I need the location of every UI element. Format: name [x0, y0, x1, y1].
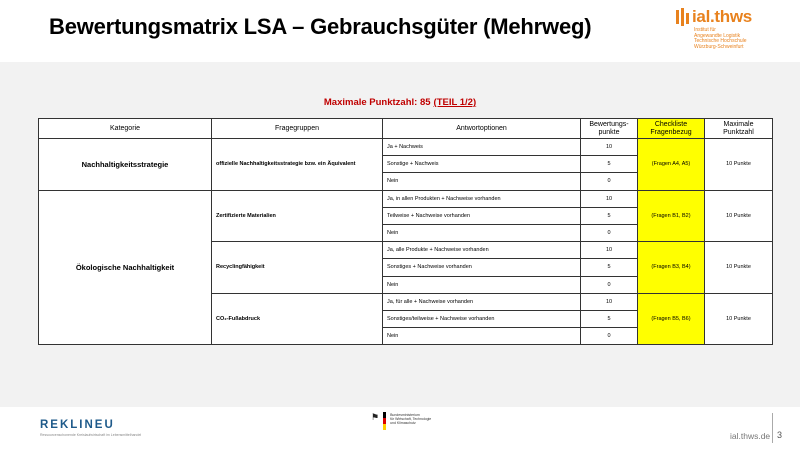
- option-cell: Ja, alle Produkte + Nachweise vorhanden: [383, 242, 581, 259]
- evaluation-matrix: [38, 118, 773, 345]
- reklineu-subtitle: Ressourcenschonende Kreislaufwirtschaft im Lebensmittelhandel: [40, 433, 142, 437]
- reklineu-wordmark: REKLINEU: [40, 419, 115, 431]
- points-cell: 5: [581, 156, 638, 173]
- federal-eagle-icon: ⚑: [371, 412, 380, 422]
- group-cell: offizielle Nachhaltigkeitsstrategie bzw. ein Äquivalent: [212, 139, 383, 191]
- table-row: [39, 190, 773, 207]
- header-antwortoptionen: Antwortoptionen: [383, 119, 581, 139]
- ial-thws-logo: [676, 7, 776, 63]
- max-points-cell: 10 Punkte: [705, 190, 773, 242]
- reklineu-logo: [40, 419, 141, 437]
- category-cell: Nachhaltigkeitsstrategie: [39, 139, 212, 191]
- header-bewertungspunkte: Bewertungs- punkte: [581, 119, 638, 139]
- ial-logo-mark-icon: [676, 8, 689, 26]
- points-cell: 0: [581, 276, 638, 293]
- group-cell: CO₂-Fußabdruck: [212, 293, 383, 345]
- points-cell: 5: [581, 207, 638, 224]
- option-cell: Ja, in allen Produkten + Nachweise vorhanden: [383, 190, 581, 207]
- max-points-label: Maximale Punktzahl: 85: [323, 97, 431, 108]
- max-points-line: [0, 97, 800, 108]
- points-cell: 10: [581, 190, 638, 207]
- option-cell: Nein: [383, 328, 581, 345]
- group-cell: Recyclingfähigkeit: [212, 242, 383, 294]
- header-kategorie: Kategorie: [39, 119, 212, 139]
- german-flag-icon: [383, 412, 386, 430]
- points-cell: 10: [581, 242, 638, 259]
- page-number: 3: [777, 430, 783, 440]
- option-cell: Ja, für alle + Nachweise vorhanden: [383, 293, 581, 310]
- option-cell: Sonstiges + Nachweise vorhanden: [383, 259, 581, 276]
- table-header-row: [39, 119, 773, 139]
- table-row: [39, 139, 773, 156]
- points-cell: 10: [581, 139, 638, 156]
- max-points-cell: 10 Punkte: [705, 242, 773, 294]
- ministry-name: Bundesministerium für Wirtschaft, Technologie und Klimaschutz: [390, 413, 432, 426]
- max-points-cell: 10 Punkte: [705, 139, 773, 191]
- category-cell: Ökologische Nachhaltigkeit: [39, 190, 212, 345]
- footer-url[interactable]: ial.thws.de: [730, 431, 771, 441]
- max-points-cell: 10 Punkte: [705, 293, 773, 345]
- option-cell: Nein: [383, 224, 581, 241]
- option-cell: Ja + Nachweis: [383, 139, 581, 156]
- points-cell: 0: [581, 173, 638, 190]
- points-cell: 0: [581, 328, 638, 345]
- footer-divider: [772, 413, 773, 443]
- logo-name: ial.thws: [692, 7, 752, 26]
- header-checkliste: Checkliste Fragenbezug: [638, 119, 705, 139]
- option-cell: Teilweise + Nachweise vorhanden: [383, 207, 581, 224]
- header-fragegruppen: Fragegruppen: [212, 119, 383, 139]
- checklist-cell: (Fragen B1, B2): [638, 190, 705, 242]
- logo-subtitle: Institut für Angewandte Logistik Technische Hochschule Würzburg-Schweinfurt: [694, 27, 747, 50]
- checklist-cell: (Fragen B5, B6): [638, 293, 705, 345]
- points-cell: 5: [581, 259, 638, 276]
- points-cell: 0: [581, 224, 638, 241]
- option-cell: Nein: [383, 173, 581, 190]
- group-cell: Zertifizierte Materialien: [212, 190, 383, 242]
- checklist-cell: (Fragen A4, A5): [638, 139, 705, 191]
- points-cell: 5: [581, 310, 638, 327]
- points-cell: 10: [581, 293, 638, 310]
- page-title: Bewertungsmatrix LSA – Gebrauchsgüter (Mehrweg): [49, 14, 592, 39]
- header-maximale-punktzahl: Maximale Punktzahl: [705, 119, 773, 139]
- option-cell: Sonstiges/teilweise + Nachweise vorhanden: [383, 310, 581, 327]
- option-cell: Nein: [383, 276, 581, 293]
- ministry-logo: [371, 412, 431, 430]
- checklist-cell: (Fragen B3, B4): [638, 242, 705, 294]
- part-label: (TEIL 1/2): [433, 97, 477, 108]
- option-cell: Sonstige + Nachweis: [383, 156, 581, 173]
